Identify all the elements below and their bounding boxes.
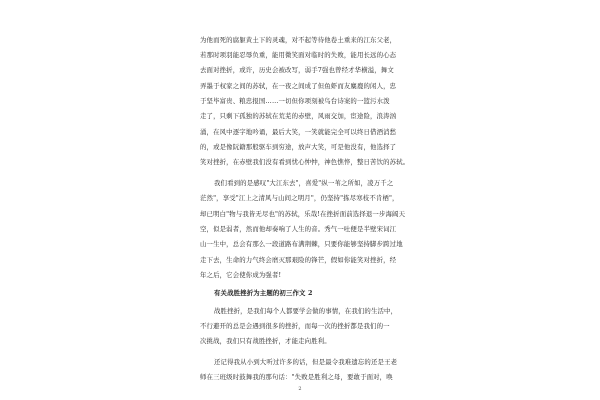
text-line-20: 不行避开的总是会遇到很多的挫折，而每一次的挫折都是我们的一 [200,322,390,330]
text-line-1: 为他而死的腐躯黄土下的灵魂，对不起等待他卷土重来的江东父老， [200,36,397,44]
text-line-2: 若那时项羽能忍辱负重，能用微笑面对临时的失败，能用长远的心态 [200,51,397,59]
text-line-4: 弄墨于权家之间的苏轼，在一夜之间成了但鱼虾而友麋鹿的闲人，忠 [200,82,397,90]
text-line-16: 走下去，生命的力气终会磨灭那艰险的锋芒，假如你能笑对挫折，经 [200,256,397,264]
text-line-14: 空，似是弱者，然而他却奏响了人生的音。秀气一吐便是半壁宋词江 [200,225,397,233]
page-number: 2 [298,386,302,392]
text-line-12: 茫然"，享受"江上之清风与山间之明月"，仍坚持"拣尽寒枝不肯栖"， [200,194,399,202]
text-line-3: 去面对挫折，或许，历史会被改写，弱手7强也曾经才华横溢，舞文 [200,66,394,74]
text-line-13: 却已明白"物与我皆无尽也"的苏轼，乐哉!在挫折面前选择退一步海阔天 [200,210,406,218]
text-line-5: 于坚毕富贵、粮忠报国……一切但你项刻被鸟台诗案的一篮污水泼 [200,97,390,105]
text-line-17: 年之后，它会使你成为强者! [200,271,282,279]
text-line-7: 涌，在风中逐字地吟诵，最后大笑，一笑就能完全可以终日借酒消愁 [200,128,397,136]
section-heading: 有关战胜挫折为主题的初三作文 2 [214,289,313,297]
text-line-6: 走了，只剩下孤独的苏轼在荒芜的赤壁，风雨交加，宦途险，浪涛汹 [200,112,397,120]
text-line-24: 师在三班级时鼓舞我的那句话："失败是胜利之母，要敢于面对，唤 [200,373,393,381]
text-line-15: 山一生中，总会有那么一段道路布满荆棘，只要你能够坚持脚步跨过地 [200,240,403,248]
text-line-23: 还记得我从小到大听过许多的话，但是最令我难遗忘的还是王老 [214,358,398,366]
text-line-9: 笑对挫折，在赤壁我们没有看到忧心忡忡，神色憔悴，整日苦饮的苏轼。 [200,158,410,166]
text-line-21: 次挑战，我们只有战胜挫折，才能走向胜利。 [200,337,331,345]
text-line-19: 战胜挫折，是我们每个人都要学会做的事情，在我们的生活中， [214,307,398,315]
text-line-11: 我们看到的是感叹"大江东去"，喜爱"纵一苇之所如，凌万千之 [214,179,394,187]
text-line-8: 的，或是像阮籍那般驱车到穷途，放声大笑，可是他没有，他选择了 [200,143,397,151]
